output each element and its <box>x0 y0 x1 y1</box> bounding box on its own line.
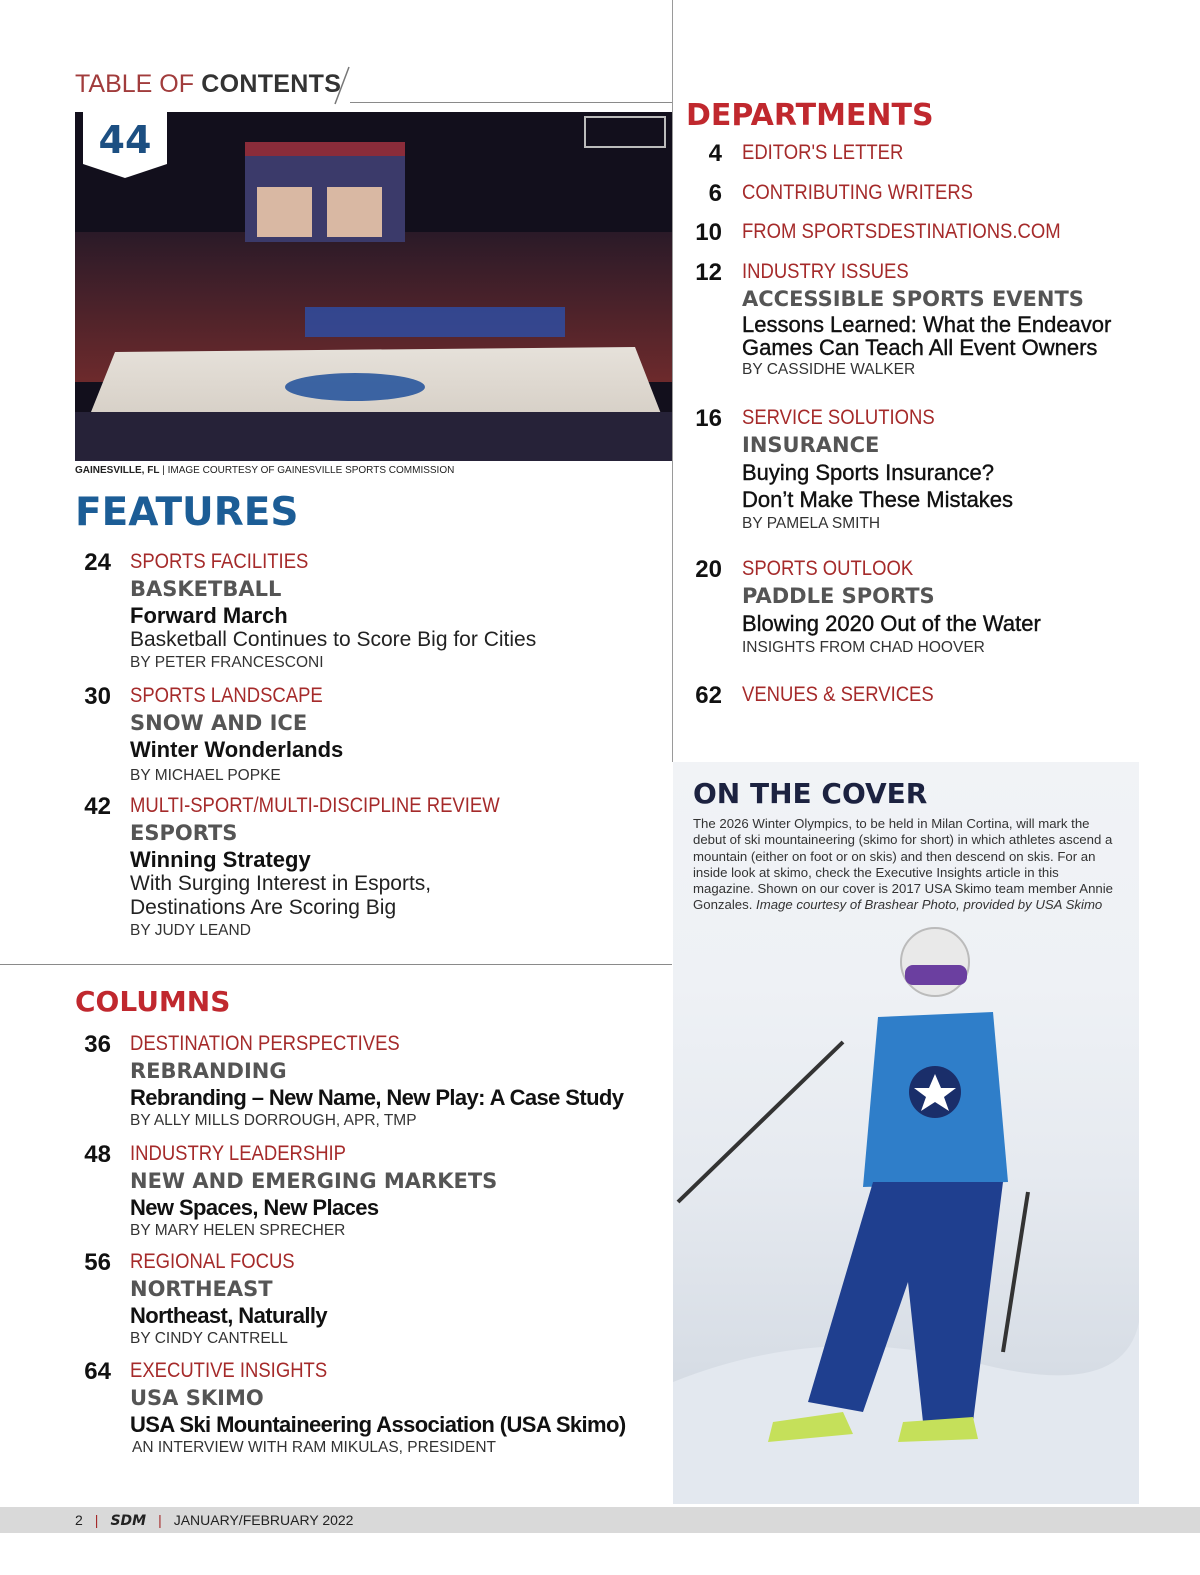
features-columns-divider <box>0 964 672 965</box>
entry-title: Northeast, Naturally <box>130 1303 328 1328</box>
entry-subtitle: With Surging Interest in Esports, <box>130 872 432 895</box>
entry-byline: BY CINDY CANTRELL <box>130 1330 288 1347</box>
caption-place: GAINESVILLE, FL <box>75 465 160 476</box>
entry-topic: SNOW AND ICE <box>130 711 308 735</box>
magazine-brand: SDM <box>110 1513 147 1529</box>
entry-category: EXECUTIVE INSIGHTS <box>130 1359 328 1382</box>
entry-page: 64 <box>84 1358 111 1385</box>
entry-title: Don’t Make These Mistakes <box>742 487 1014 512</box>
entry-category: SPORTS LANDSCAPE <box>130 684 323 707</box>
entry-title: Buying Sports Insurance? <box>742 460 994 485</box>
footer-separator: | <box>158 1512 162 1528</box>
cover-heading: ON THE COVER <box>693 777 928 810</box>
entry-title: Forward March <box>130 603 288 628</box>
footer <box>75 1512 353 1529</box>
entry-page: 4 <box>708 140 722 167</box>
entry-byline: BY ALLY MILLS DORROUGH, APR, TMP <box>130 1112 417 1129</box>
entry-topic: ESPORTS <box>130 821 238 845</box>
entry-topic: NEW AND EMERGING MARKETS <box>130 1169 498 1193</box>
entry-page: 48 <box>84 1141 111 1168</box>
entry-byline: AN INTERVIEW WITH RAM MIKULAS, PRESIDENT <box>132 1439 497 1456</box>
issue-date: JANUARY/FEBRUARY 2022 <box>173 1512 354 1528</box>
entry-byline: BY JUDY LEAND <box>130 922 251 939</box>
entry-category: INDUSTRY LEADERSHIP <box>130 1142 347 1165</box>
entry-title: USA Ski Mountaineering Association (USA Skimo) <box>130 1412 626 1437</box>
entry-subtitle: Basketball Continues to Score Big for Cities <box>130 628 537 651</box>
caption-credit: | IMAGE COURTESY OF GAINESVILLE SPORTS COMMISSION <box>159 465 455 476</box>
entry-byline: BY MICHAEL POPKE <box>130 767 281 784</box>
entry-byline: INSIGHTS FROM CHAD HOOVER <box>742 639 985 656</box>
columns-heading: COLUMNS <box>75 985 231 1018</box>
entry-title: Rebranding – New Name, New Play: A Case Study <box>130 1085 624 1110</box>
entry-page: 6 <box>708 180 722 207</box>
entry-topic: NORTHEAST <box>130 1277 273 1301</box>
entry-byline: BY MARY HELEN SPRECHER <box>130 1222 346 1239</box>
arena-photo <box>75 112 672 461</box>
entry-page: 16 <box>695 405 722 432</box>
entry-page: 20 <box>695 556 722 583</box>
entry-category: SPORTS OUTLOOK <box>742 557 914 580</box>
page-number: 2 <box>75 1512 83 1528</box>
cover-credit: Image courtesy of Brashear Photo, provided by USA Skimo <box>756 897 1103 913</box>
header-bold: CONTENTS <box>201 70 342 98</box>
entry-title: Winter Wonderlands <box>130 737 344 762</box>
entry-category: INDUSTRY ISSUES <box>742 260 909 283</box>
entry-byline: BY CASSIDHE WALKER <box>742 361 916 378</box>
entry-title: New Spaces, New Places <box>130 1195 379 1220</box>
entry-title: Lessons Learned: What the Endeavor <box>742 312 1112 337</box>
badge-number: 44 <box>98 118 152 162</box>
header-slash-icon <box>333 66 351 106</box>
entry-byline: BY PETER FRANCESCONI <box>130 654 324 671</box>
entry-byline: BY PAMELA SMITH <box>742 515 881 532</box>
entry-topic: ACCESSIBLE SPORTS EVENTS <box>742 287 1084 311</box>
entry-topic: BASKETBALL <box>130 577 282 601</box>
entry-category: FROM SPORTSDESTINATIONS.COM <box>742 220 1061 243</box>
entry-category: DESTINATION PERSPECTIVES <box>130 1032 400 1055</box>
entry-category: SERVICE SOLUTIONS <box>742 406 935 429</box>
entry-page: 10 <box>695 219 722 246</box>
entry-page: 30 <box>84 683 111 710</box>
header-light: TABLE OF <box>75 70 195 98</box>
entry-topic: PADDLE SPORTS <box>742 584 935 608</box>
entry-category: SPORTS FACILITIES <box>130 550 309 573</box>
cover-text: The 2026 Winter Olympics, to be held in Milan Cortina, will mark the debut of ski mountaineering (skimo for short) in which athletes ascend a mountain (either on foot or on skis) and then descend on skis. For an inside look at skimo, check the Executive Insights article in this magazine. Shown on our cover is 2017 USA Skimo team member Annie Gonzales. <box>693 816 1114 913</box>
entry-topic: USA SKIMO <box>130 1386 264 1410</box>
entry-category: CONTRIBUTING WRITERS <box>742 181 973 204</box>
entry-category: EDITOR'S LETTER <box>742 141 904 164</box>
entry-category: VENUES & SERVICES <box>742 683 934 706</box>
column-divider <box>672 0 673 762</box>
entry-page: 56 <box>84 1249 111 1276</box>
entry-subtitle: Destinations Are Scoring Big <box>130 896 397 919</box>
photo-caption <box>75 465 454 476</box>
features-heading: FEATURES <box>75 490 299 535</box>
page-header <box>75 70 341 99</box>
departments-heading: DEPARTMENTS <box>686 98 934 133</box>
cover-description <box>693 816 1123 914</box>
entry-page: 42 <box>84 793 111 820</box>
header-rule <box>350 102 672 103</box>
entry-topic: REBRANDING <box>130 1059 287 1083</box>
entry-category: MULTI-SPORT/MULTI-DISCIPLINE REVIEW <box>130 794 500 817</box>
entry-topic: INSURANCE <box>742 433 880 457</box>
entry-page: 36 <box>84 1031 111 1058</box>
entry-page: 24 <box>84 549 111 576</box>
entry-category: REGIONAL FOCUS <box>130 1250 295 1273</box>
entry-title: Blowing 2020 Out of the Water <box>742 611 1041 636</box>
entry-title: Games Can Teach All Event Owners <box>742 335 1098 360</box>
entry-title: Winning Strategy <box>130 847 311 872</box>
entry-page: 62 <box>695 682 722 709</box>
entry-page: 12 <box>695 259 722 286</box>
footer-separator: | <box>94 1512 99 1528</box>
